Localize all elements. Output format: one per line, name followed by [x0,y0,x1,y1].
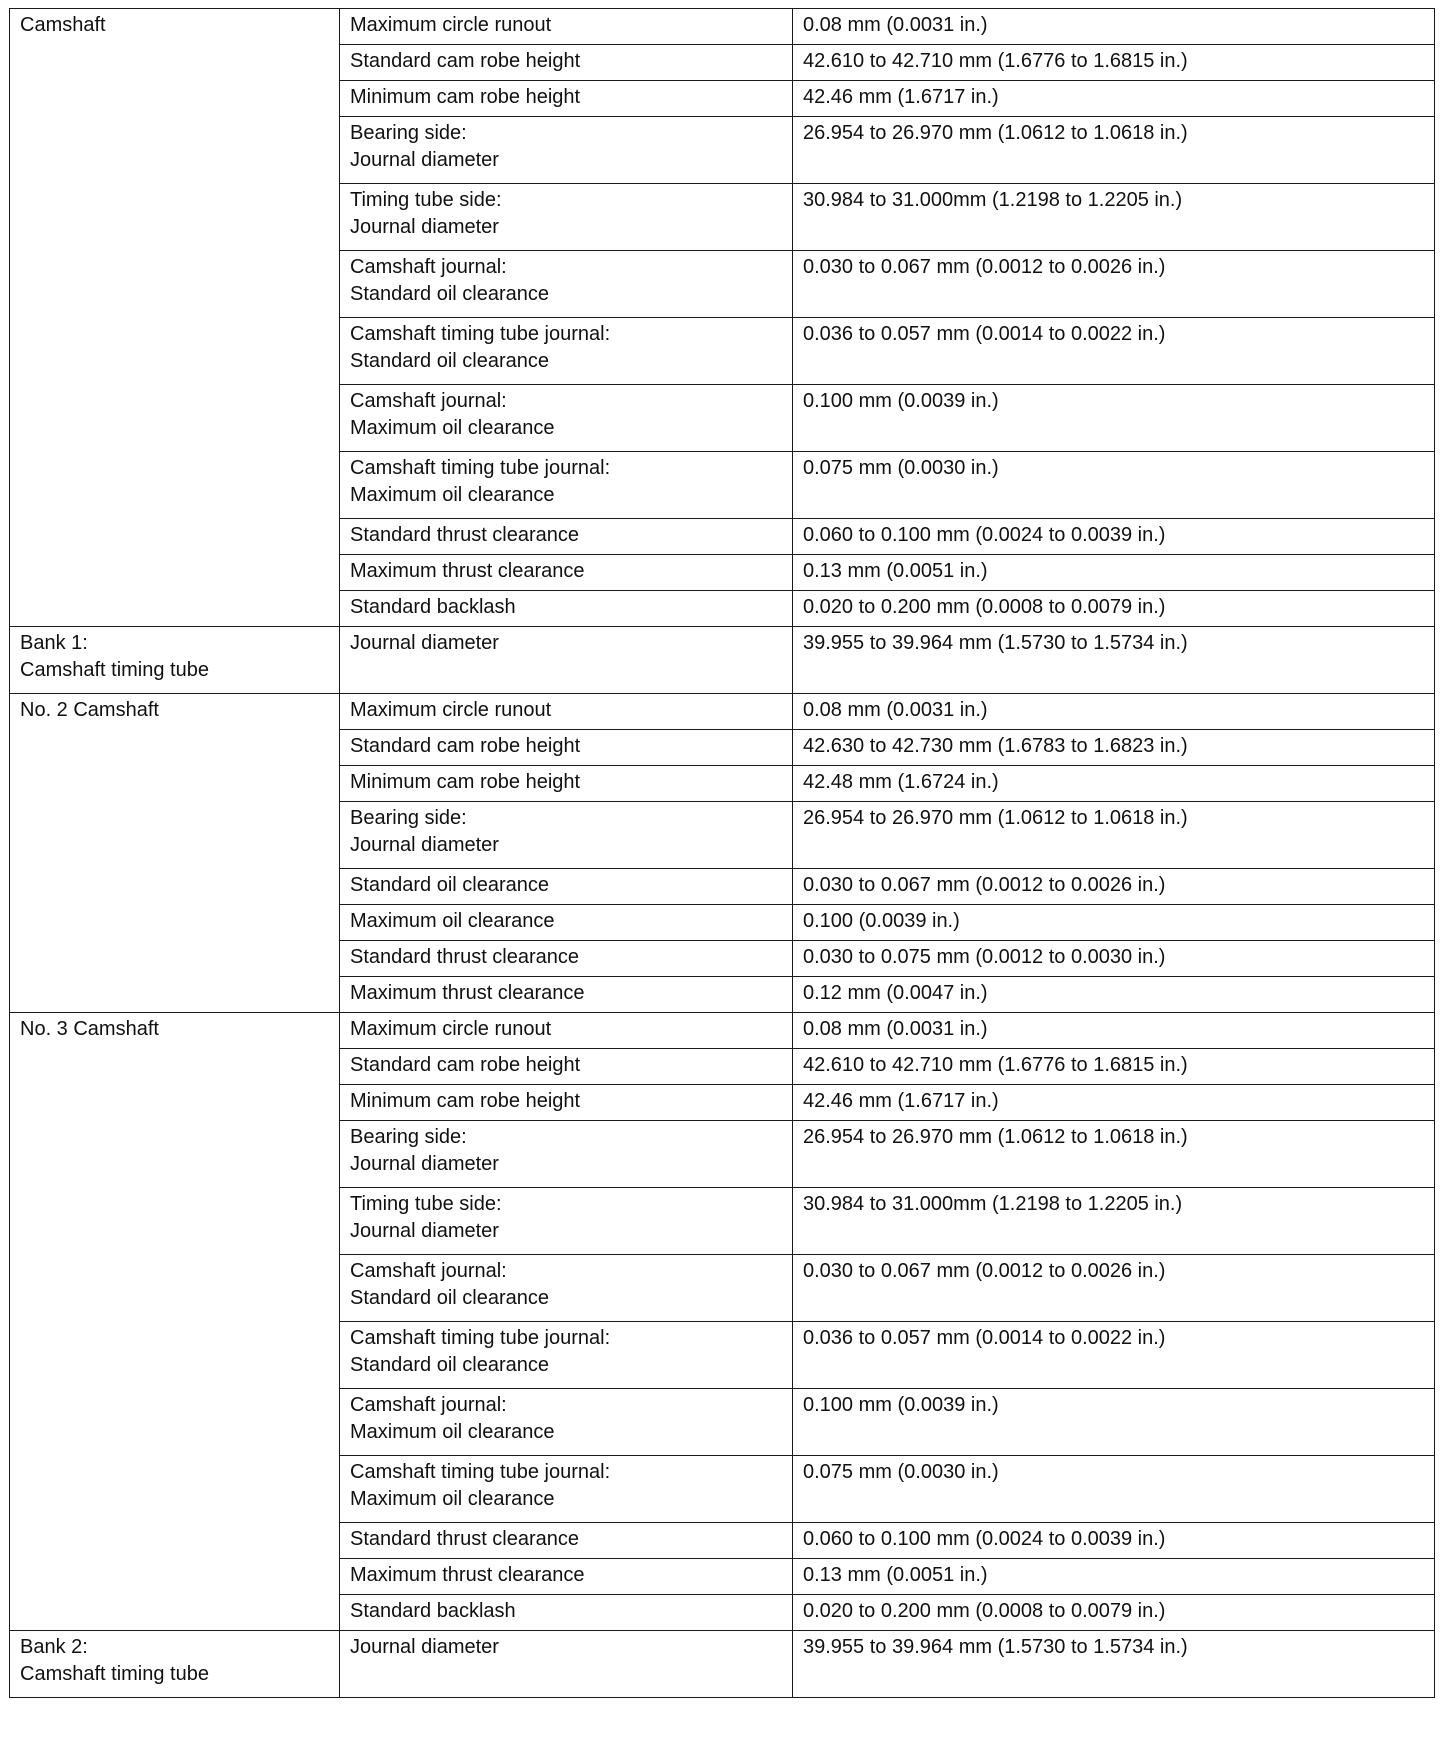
spec-item-label: Camshaft timing tube journal: [350,1327,611,1349]
spec-item-label: Maximum thrust clearance [350,1564,585,1586]
table-row [10,627,1435,694]
spec-item-label: Journal diameter [350,1220,499,1242]
spec-value: 0.08 mm (0.0031 in.) [803,1018,988,1040]
spec-value: 26.954 to 26.970 mm (1.0612 to 1.0618 in.) [803,807,1188,829]
spec-item-label: Journal diameter [350,632,499,654]
spec-item-cell [340,1389,793,1456]
spec-item-cell [340,1121,793,1188]
spec-item-cell [340,117,793,184]
spec-item-label: Journal diameter [350,1153,499,1175]
component-label: Camshaft timing tube [20,659,209,681]
spec-value: 42.630 to 42.730 mm (1.6783 to 1.6823 in.) [803,735,1188,757]
spec-value: 0.030 to 0.067 mm (0.0012 to 0.0026 in.) [803,256,1166,278]
spec-item-cell [340,385,793,452]
spec-item-label: Maximum thrust clearance [350,560,585,582]
spec-value-cell [793,452,1435,519]
spec-item-cell [340,318,793,385]
spec-value: 30.984 to 31.000mm (1.2198 to 1.2205 in.) [803,1193,1183,1215]
component-cell [10,1631,340,1698]
component-label: No. 3 Camshaft [20,1018,159,1040]
component-label: Camshaft [20,14,106,36]
spec-value: 0.030 to 0.075 mm (0.0012 to 0.0030 in.) [803,946,1166,968]
table-row [10,1631,1435,1698]
spec-value: 0.13 mm (0.0051 in.) [803,1564,988,1586]
camshaft-spec-table [9,8,1435,1698]
spec-item-label: Standard cam robe height [350,1054,581,1076]
spec-item-label: Journal diameter [350,834,499,856]
spec-value-cell [793,385,1435,452]
spec-value: 42.610 to 42.710 mm (1.6776 to 1.6815 in.) [803,1054,1188,1076]
spec-item-label: Camshaft journal: [350,1260,507,1282]
spec-item-label: Minimum cam robe height [350,1090,581,1112]
spec-item-label: Maximum thrust clearance [350,982,585,1004]
spec-item-cell [340,1049,793,1085]
spec-item-label: Journal diameter [350,216,499,238]
spec-value: 39.955 to 39.964 mm (1.5730 to 1.5734 in.) [803,1636,1188,1658]
spec-item-label: Standard cam robe height [350,50,581,72]
spec-item-label: Bearing side: [350,807,467,829]
component-cell [10,9,340,627]
spec-value: 42.46 mm (1.6717 in.) [803,1090,999,1112]
spec-item-cell [340,766,793,802]
spec-value-cell [793,251,1435,318]
table-row [10,9,1435,45]
component-label: No. 2 Camshaft [20,699,159,721]
spec-item-cell [340,694,793,730]
spec-item-label: Minimum cam robe height [350,86,581,108]
spec-value-cell [793,977,1435,1013]
spec-value: 26.954 to 26.970 mm (1.0612 to 1.0618 in.) [803,122,1188,144]
spec-item-cell [340,1631,793,1698]
spec-item-label: Journal diameter [350,1636,499,1658]
spec-item-label: Standard oil clearance [350,283,550,305]
spec-value: 0.060 to 0.100 mm (0.0024 to 0.0039 in.) [803,1528,1166,1550]
spec-item-label: Standard backlash [350,596,516,618]
spec-item-cell [340,251,793,318]
spec-value: 0.100 mm (0.0039 in.) [803,1394,999,1416]
spec-item-cell [340,555,793,591]
spec-table-body [10,9,1435,1698]
spec-value-cell [793,1255,1435,1322]
spec-item-cell [340,519,793,555]
spec-item-cell [340,869,793,905]
component-label: Camshaft timing tube [20,1663,209,1685]
spec-value: 30.984 to 31.000mm (1.2198 to 1.2205 in.) [803,189,1183,211]
spec-value: 0.100 (0.0039 in.) [803,910,960,932]
spec-value: 0.060 to 0.100 mm (0.0024 to 0.0039 in.) [803,524,1166,546]
spec-value-cell [793,81,1435,117]
spec-item-label: Minimum cam robe height [350,771,581,793]
spec-value-cell [793,627,1435,694]
spec-item-label: Camshaft timing tube journal: [350,457,611,479]
component-label: Bank 2: [20,1636,88,1658]
spec-value: 0.08 mm (0.0031 in.) [803,14,988,36]
spec-item-label: Standard backlash [350,1600,516,1622]
spec-value-cell [793,802,1435,869]
spec-value-cell [793,117,1435,184]
spec-item-label: Camshaft journal: [350,390,507,412]
spec-value: 39.955 to 39.964 mm (1.5730 to 1.5734 in.) [803,632,1188,654]
spec-value-cell [793,1631,1435,1698]
spec-item-cell [340,591,793,627]
spec-value-cell [793,766,1435,802]
spec-item-label: Maximum oil clearance [350,417,555,439]
spec-table-container [9,8,1435,1698]
spec-value: 0.030 to 0.067 mm (0.0012 to 0.0026 in.) [803,1260,1166,1282]
spec-item-cell [340,81,793,117]
component-label: Bank 1: [20,632,88,654]
spec-item-cell [340,627,793,694]
spec-item-label: Maximum circle runout [350,1018,552,1040]
spec-item-label: Timing tube side: [350,1193,502,1215]
spec-item-label: Maximum circle runout [350,14,552,36]
spec-item-cell [340,1322,793,1389]
spec-item-label: Standard oil clearance [350,350,550,372]
spec-item-cell [340,9,793,45]
spec-item-label: Camshaft journal: [350,256,507,278]
spec-item-label: Standard oil clearance [350,1354,550,1376]
spec-item-cell [340,1255,793,1322]
spec-value: 0.036 to 0.057 mm (0.0014 to 0.0022 in.) [803,323,1166,345]
spec-value-cell [793,1559,1435,1595]
spec-item-label: Standard oil clearance [350,1287,550,1309]
spec-value-cell [793,1121,1435,1188]
spec-value-cell [793,318,1435,385]
spec-value-cell [793,1049,1435,1085]
component-cell [10,1013,340,1631]
component-cell [10,694,340,1013]
spec-value-cell [793,519,1435,555]
spec-item-label: Maximum oil clearance [350,910,555,932]
spec-item-label: Bearing side: [350,1126,467,1148]
spec-value: 26.954 to 26.970 mm (1.0612 to 1.0618 in.) [803,1126,1188,1148]
spec-item-label: Camshaft journal: [350,1394,507,1416]
spec-value: 0.020 to 0.200 mm (0.0008 to 0.0079 in.) [803,596,1166,618]
spec-item-cell [340,45,793,81]
spec-item-cell [340,452,793,519]
spec-item-cell [340,802,793,869]
spec-value-cell [793,1595,1435,1631]
spec-value: 42.610 to 42.710 mm (1.6776 to 1.6815 in.) [803,50,1188,72]
spec-item-cell [340,977,793,1013]
spec-item-label: Standard cam robe height [350,735,581,757]
spec-item-label: Standard thrust clearance [350,1528,580,1550]
spec-item-label: Maximum oil clearance [350,1488,555,1510]
spec-value-cell [793,941,1435,977]
spec-value-cell [793,1188,1435,1255]
spec-value-cell [793,1523,1435,1559]
spec-value-cell [793,1456,1435,1523]
spec-value-cell [793,555,1435,591]
spec-value-cell [793,9,1435,45]
spec-item-cell [340,1595,793,1631]
spec-value-cell [793,45,1435,81]
table-row [10,1013,1435,1049]
spec-value: 0.12 mm (0.0047 in.) [803,982,988,1004]
spec-value: 0.020 to 0.200 mm (0.0008 to 0.0079 in.) [803,1600,1166,1622]
spec-item-cell [340,941,793,977]
spec-value: 42.46 mm (1.6717 in.) [803,86,999,108]
spec-value-cell [793,591,1435,627]
spec-item-cell [340,1559,793,1595]
spec-item-cell [340,730,793,766]
spec-value-cell [793,694,1435,730]
spec-value-cell [793,905,1435,941]
spec-item-cell [340,1085,793,1121]
component-cell [10,627,340,694]
spec-item-cell [340,1523,793,1559]
spec-value: 0.036 to 0.057 mm (0.0014 to 0.0022 in.) [803,1327,1166,1349]
spec-value: 0.13 mm (0.0051 in.) [803,560,988,582]
spec-value-cell [793,1085,1435,1121]
spec-item-cell [340,1188,793,1255]
spec-item-label: Bearing side: [350,122,467,144]
spec-item-label: Standard oil clearance [350,874,550,896]
spec-item-label: Maximum oil clearance [350,1421,555,1443]
spec-value-cell [793,730,1435,766]
spec-item-label: Maximum circle runout [350,699,552,721]
spec-value: 0.08 mm (0.0031 in.) [803,699,988,721]
spec-item-label: Maximum oil clearance [350,484,555,506]
spec-item-label: Camshaft timing tube journal: [350,323,611,345]
spec-item-cell [340,184,793,251]
spec-item-label: Camshaft timing tube journal: [350,1461,611,1483]
spec-item-label: Standard thrust clearance [350,524,580,546]
spec-value-cell [793,1389,1435,1456]
spec-item-cell [340,1013,793,1049]
spec-item-label: Timing tube side: [350,189,502,211]
table-row [10,694,1435,730]
spec-item-cell [340,1456,793,1523]
spec-value-cell [793,869,1435,905]
spec-value: 0.030 to 0.067 mm (0.0012 to 0.0026 in.) [803,874,1166,896]
spec-item-label: Standard thrust clearance [350,946,580,968]
spec-value: 0.100 mm (0.0039 in.) [803,390,999,412]
spec-value: 0.075 mm (0.0030 in.) [803,457,999,479]
spec-value-cell [793,1013,1435,1049]
spec-value: 0.075 mm (0.0030 in.) [803,1461,999,1483]
spec-item-cell [340,905,793,941]
spec-value-cell [793,1322,1435,1389]
spec-value: 42.48 mm (1.6724 in.) [803,771,999,793]
spec-item-label: Journal diameter [350,149,499,171]
spec-value-cell [793,184,1435,251]
